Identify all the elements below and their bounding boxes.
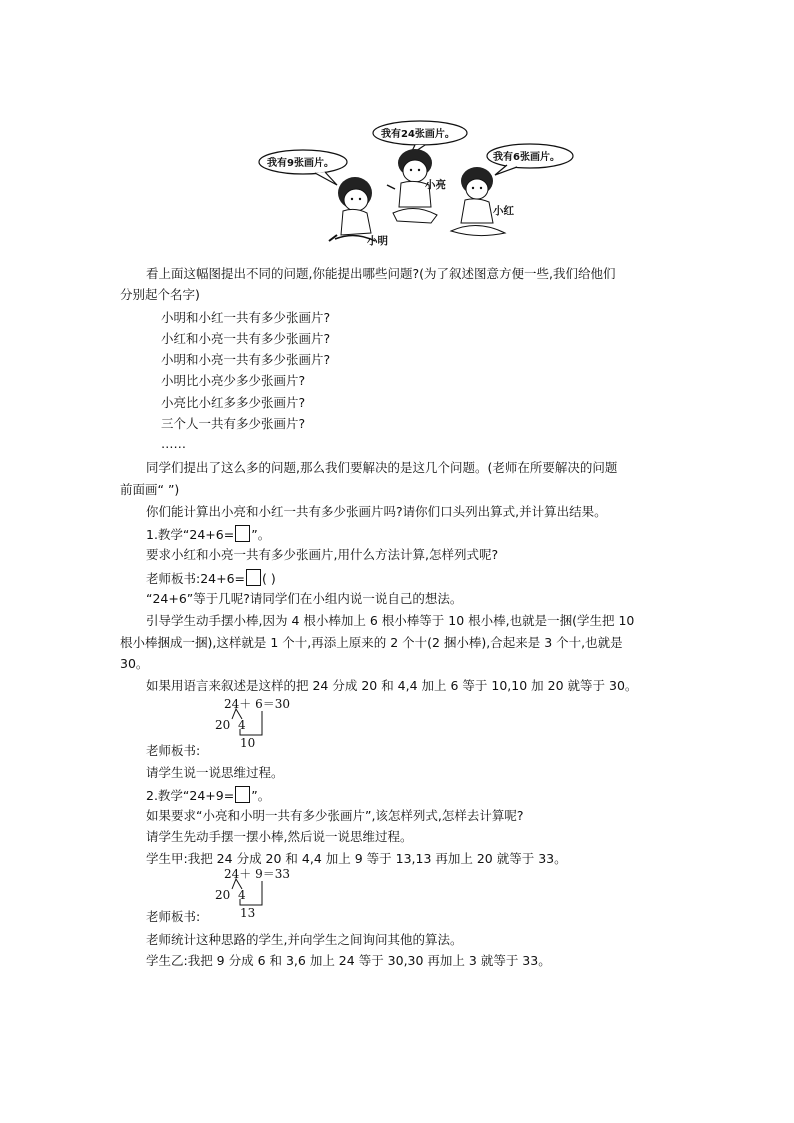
paragraph-1a: 同学们提出了这么多的问题,那么我们要解决的是这几个问题。(老师在所要解决的问题 — [146, 460, 618, 475]
bubble-text-right: 我有6张画片。 — [493, 152, 560, 163]
name-label-xiaoliang: 小亮 — [425, 179, 446, 191]
name-label-xiaoming: 小明 — [367, 235, 388, 247]
diagram-equation: 24＋ 6＝30 — [224, 697, 290, 711]
question-ellipsis: …… — [161, 436, 186, 451]
bubble-text-middle: 我有24张画片。 — [381, 129, 455, 140]
answer-box — [235, 525, 250, 542]
bubble-text-left: 我有9张画片。 — [267, 158, 334, 169]
child-xiaohong — [451, 167, 505, 236]
question-4: 小明比小亮少多少张画片? — [161, 373, 306, 388]
answer-box — [246, 569, 261, 586]
child-xiaoming — [329, 177, 375, 241]
paragraph-9: 请学生说一说思维过程。 — [146, 765, 284, 780]
paragraph-11: 如果要求“小亮和小明一共有多少张画片”,该怎样列式,怎样去计算呢? — [146, 808, 524, 823]
split-diagram-2 — [212, 865, 302, 920]
diagram-split-a: 20 — [215, 718, 231, 732]
diagram-split-b: 4 — [238, 718, 246, 732]
paragraph-13: 学生甲:我把 24 分成 20 和 4,4 加上 9 等于 13,13 再加上 20 就等于 33。 — [146, 851, 567, 866]
paragraph-7a: 引导学生动手摆小棒,因为 4 根小棒加上 6 根小棒等于 10 根小棒,也就是一捆(学生把 10 — [146, 613, 635, 628]
board-label-2: 老师板书: — [146, 909, 201, 924]
diagram-result: 10 — [240, 736, 256, 750]
diagram-result: 13 — [240, 906, 256, 920]
paragraph-5: 老师板书:24+6= ( ) — [146, 571, 276, 586]
paragraph-6: “24+6”等于几呢?请同学们在小组内说一说自己的想法。 — [146, 591, 463, 606]
diagram-equation: 24＋ 9＝33 — [224, 867, 290, 881]
question-2: 小红和小亮一共有多少张画片? — [161, 331, 331, 346]
paragraph-8: 如果用语言来叙述是这样的把 24 分成 20 和 4,4 加上 6 等于 10,10 加 20 就等于 30。 — [146, 678, 638, 693]
diagram-split-b: 4 — [238, 888, 246, 902]
cartoon-illustration — [255, 115, 575, 255]
paragraph-4: 要求小红和小亮一共有多少张画片,用什么方法计算,怎样列式呢? — [146, 547, 499, 562]
question-1: 小明和小红一共有多少张画片? — [161, 310, 331, 325]
paragraph-10: 2.教学“24+9= ”。 — [146, 788, 271, 803]
paragraph-15: 学生乙:我把 9 分成 6 和 3,6 加上 24 等于 30,30 再加上 3 就等于 33。 — [146, 953, 551, 968]
diagram-split-a: 20 — [215, 888, 231, 902]
intro-line-2: 分别起个名字) — [120, 287, 200, 302]
paragraph-12: 请学生先动手摆一摆小棒,然后说一说思维过程。 — [146, 829, 413, 844]
intro-line-1: 看上面这幅图提出不同的问题,你能提出哪些问题?(为了叙述图意方便一些,我们给他们 — [146, 266, 616, 281]
paragraph-3: 1.教学“24+6= ”。 — [146, 527, 271, 542]
name-label-xiaohong: 小红 — [493, 205, 514, 217]
paragraph-7c: 30。 — [120, 656, 149, 671]
answer-box — [235, 786, 250, 803]
paragraph-2: 你们能计算出小亮和小红一共有多少张画片吗?请你们口头列出算式,并计算出结果。 — [146, 504, 607, 519]
paragraph-1b: 前面画“ ”) — [120, 482, 180, 497]
board-label-1: 老师板书: — [146, 743, 201, 758]
paragraph-14: 老师统计这种思路的学生,并向学生之间询问其他的算法。 — [146, 932, 463, 947]
question-5: 小亮比小红多多少张画片? — [161, 395, 306, 410]
split-diagram-1 — [212, 695, 302, 750]
question-6: 三个人一共有多少张画片? — [161, 416, 306, 431]
question-3: 小明和小亮一共有多少张画片? — [161, 352, 331, 367]
paragraph-7b: 根小棒捆成一捆),这样就是 1 个十,再添上原来的 2 个十(2 捆小棒),合起来是 3 个十,也就是 — [120, 635, 623, 650]
